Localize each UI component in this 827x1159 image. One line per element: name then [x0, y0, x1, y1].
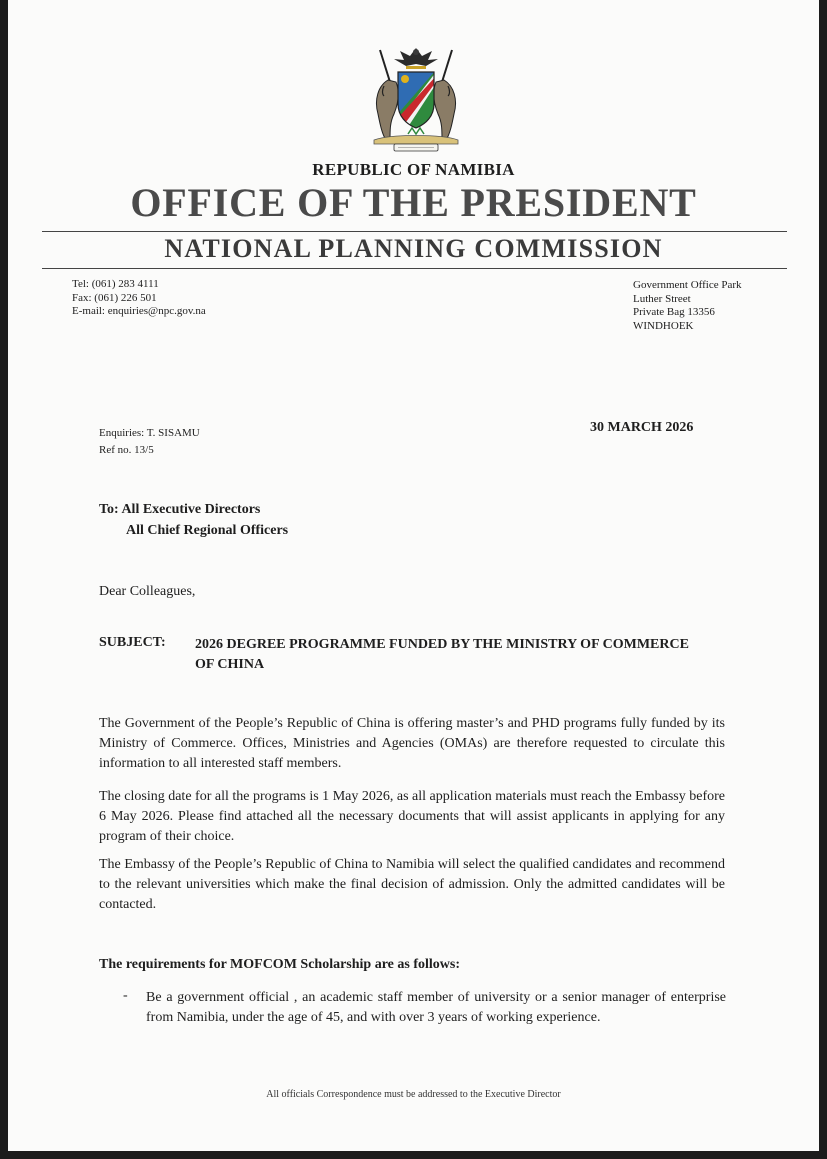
commission-heading: NATIONAL PLANNING COMMISSION [164, 234, 663, 263]
requirements-heading: The requirements for MOFCOM Scholarship are as follows: [99, 957, 460, 972]
body-paragraph: The Embassy of the People’s Republic of China to Namibia will select the qualified candidates and recommend to the relevant universities which make the final decision of admission. Only the admitted candidates will be contacted. [99, 857, 725, 912]
subject-text: 2026 DEGREE PROGRAMME FUNDED BY THE MINISTRY OF COMMERCE OF CHINA [195, 637, 689, 672]
body-paragraph: The closing date for all the programs is 1 May 2026, as all application materials must reach the Embassy before 6 May 2026. Please find attached all the necessary documents that will assist applicants in applying for any program of their choice. [99, 789, 725, 844]
enquiries-line: Enquiries: T. SISAMU [99, 427, 200, 439]
ref-number: Ref no. 13/5 [99, 444, 154, 456]
email-line: E-mail: enquiries@npc.gov.na [72, 305, 206, 317]
address-line: Government Office Park [633, 279, 742, 291]
eagle-crest [394, 48, 438, 69]
office-heading: OFFICE OF THE PRESIDENT [130, 180, 697, 225]
republic-heading: REPUBLIC OF NAMIBIA [312, 160, 515, 179]
recipient-line: To: All Executive Directors [99, 502, 261, 517]
reference-block [99, 425, 200, 459]
oryx-left [376, 50, 398, 140]
flag-shield [396, 70, 436, 130]
bullet-marker: - [123, 988, 128, 1003]
header-divider-top [42, 231, 787, 232]
body-paragraph: The Government of the People’s Republic of China is offering master’s and PHD programs fully funded by its Ministry of Commerce. Offices, Ministries and Agencies (OMAs) are therefore requested to circulate this information to all interested staff members. [99, 716, 725, 771]
address-line: Private Bag 13356 [633, 306, 715, 318]
coat-of-arms-emblem [360, 42, 472, 154]
page-footer: All officials Correspondence must be addressed to the Executive Director [266, 1089, 561, 1100]
fax-line: Fax: (061) 226 501 [72, 291, 157, 304]
address-block [633, 279, 742, 333]
oryx-right [434, 50, 456, 140]
header-divider-bottom [42, 268, 787, 269]
salutation: Dear Colleagues, [99, 584, 196, 599]
letter-date: 30 MARCH 2026 [590, 420, 694, 435]
recipient-line: All Chief Regional Officers [126, 523, 289, 538]
tel-line: Tel: (061) 283 4111 [72, 278, 159, 290]
recipients-block [99, 499, 288, 541]
address-line: Luther Street [633, 292, 691, 305]
letter-page [8, 0, 819, 1151]
subject-label: SUBJECT: [99, 635, 166, 650]
address-line: WINDHOEK [633, 319, 694, 332]
contact-block [72, 278, 206, 319]
requirement-item: Be a government official , an academic staff member of university or a senior manager of enterprise from Namibia, under the age of 45, and with over 3 years of working experience. [146, 990, 726, 1025]
